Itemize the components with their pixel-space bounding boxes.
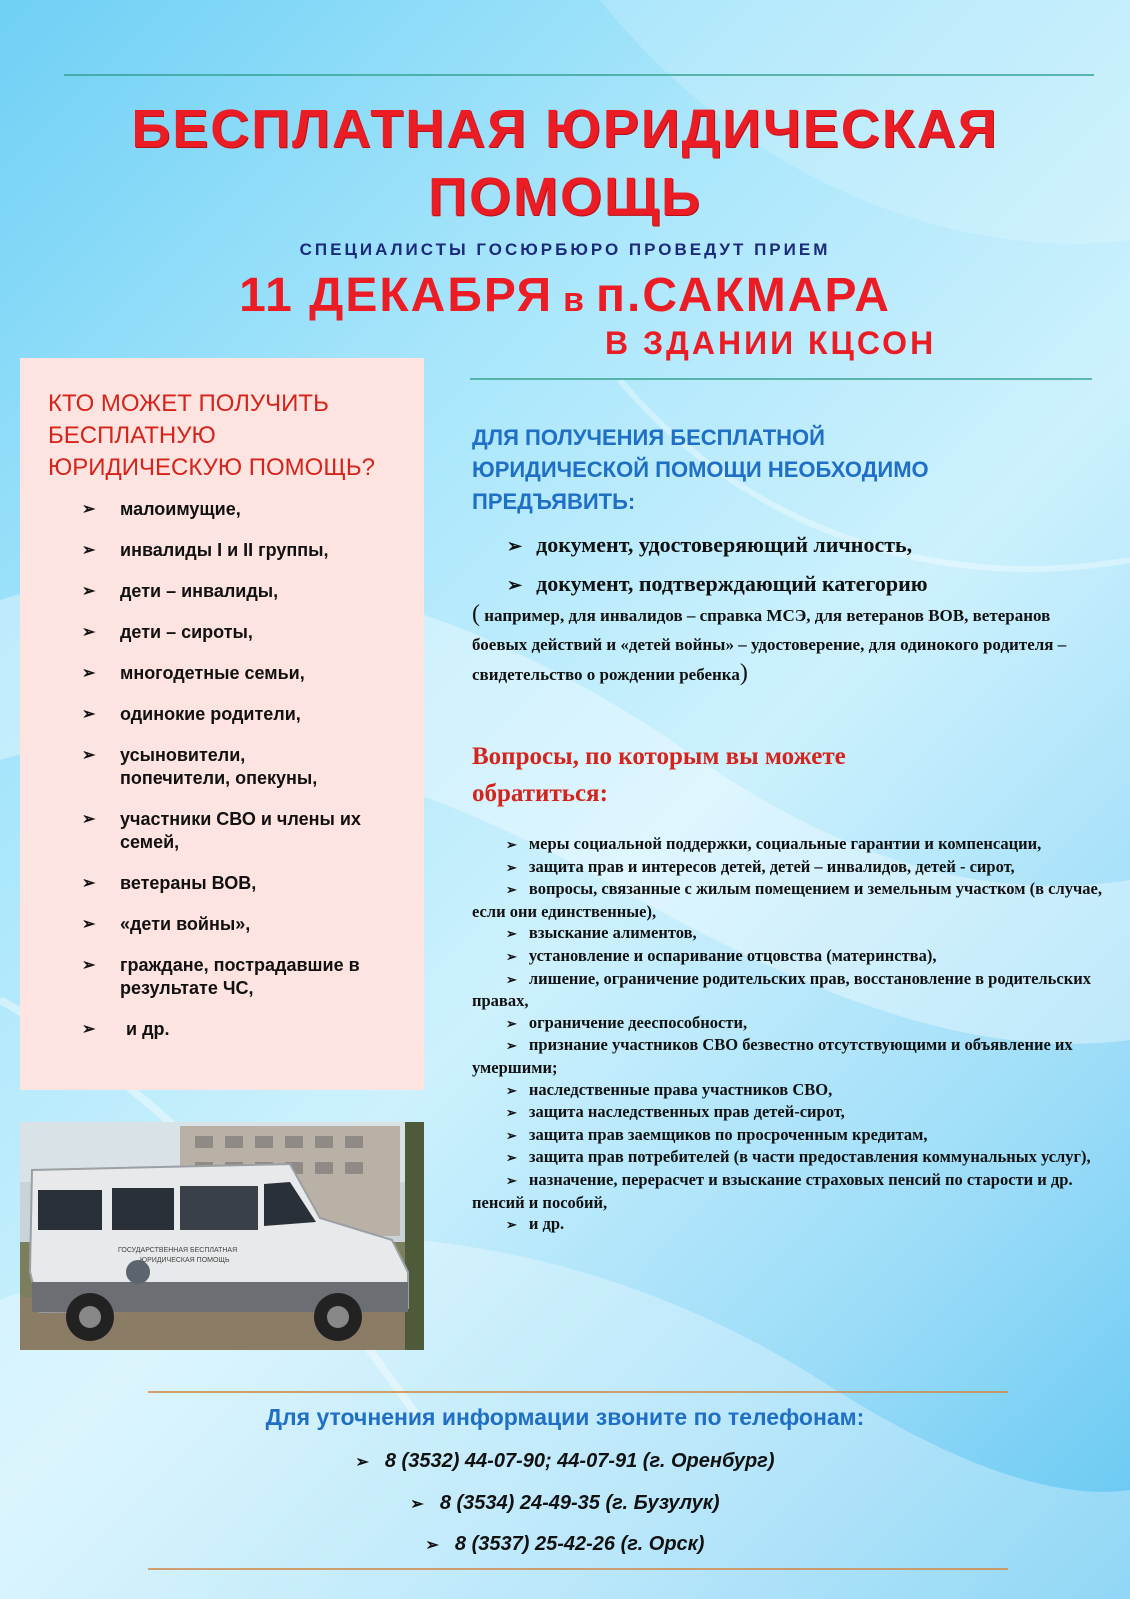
question-item: ➢ лишение, ограничение родительских прав, восстановление в родительских правах, bbox=[472, 968, 1091, 1011]
who-item: ➢ малоимущие, bbox=[82, 499, 241, 519]
contacts-heading: Для уточнения информации звоните по телефонам: bbox=[265, 1404, 865, 1430]
questions-heading-line: обратиться: bbox=[472, 780, 608, 807]
bullet-arrow-icon: ➢ bbox=[506, 1127, 517, 1143]
van-label-line1: ГОСУДАРСТВЕННАЯ БЕСПЛАТНАЯ bbox=[118, 1247, 238, 1254]
bullet-arrow-icon: ➢ bbox=[82, 811, 96, 828]
top-divider bbox=[64, 74, 1094, 76]
question-item: ➢ защита прав и интересов детей, детей – инвалидов, детей - сирот, bbox=[506, 856, 1015, 876]
example-text: например, для инвалидов – справка МСЭ, для ветеранов ВОВ, ветеранов боевых действий и «детей войны» – удостоверение, для одинокого родителя – свидетельство о рождении ребенка bbox=[472, 606, 1067, 684]
bullet-arrow-icon: ➢ bbox=[506, 859, 517, 875]
questions-heading bbox=[472, 738, 1032, 812]
question-item: ➢ защита наследственных прав детей-сирот, bbox=[506, 1102, 845, 1122]
van-photo bbox=[20, 1122, 424, 1350]
documents-heading bbox=[472, 422, 1032, 518]
bullet-arrow-icon: ➢ bbox=[507, 575, 523, 595]
question-item: ➢ и др. bbox=[506, 1214, 565, 1234]
open-paren: ( bbox=[472, 601, 480, 627]
questions-heading-line: Вопросы, по которым вы можете bbox=[472, 743, 846, 770]
who-title-line: КТО МОЖЕТ ПОЛУЧИТЬ bbox=[48, 390, 329, 417]
bullet-arrow-icon: ➢ bbox=[506, 1150, 517, 1166]
who-item: ➢ и др. bbox=[82, 1019, 170, 1039]
documents-heading-line: ПРЕДЪЯВИТЬ: bbox=[472, 489, 636, 514]
document-item: ➢ документ, удостоверяющий личность, bbox=[507, 532, 913, 557]
bullet-arrow-icon: ➢ bbox=[82, 916, 96, 933]
question-item: ➢ меры социальной поддержки, социальные гарантии и компенсации, bbox=[506, 834, 1042, 853]
document-item: ➢ документ, подтверждающий категорию bbox=[507, 571, 928, 596]
bullet-arrow-icon: ➢ bbox=[355, 1454, 369, 1471]
who-item: ➢ граждане, пострадавшие в результате ЧС, bbox=[82, 955, 360, 998]
bullet-arrow-icon: ➢ bbox=[506, 971, 517, 987]
phone-orenburg: ➢ 8 (3532) 44-07-90; 44-07-91 (г. Оренбург) bbox=[355, 1450, 775, 1472]
question-item: ➢ защита прав потребителей (в части предоставления коммунальных услуг), bbox=[506, 1147, 1091, 1167]
contacts-divider-bottom bbox=[148, 1568, 1008, 1570]
bullet-arrow-icon: ➢ bbox=[410, 1496, 424, 1513]
who-title-line: ЮРИДИЧЕСКУЮ ПОМОЩЬ? bbox=[48, 454, 375, 481]
who-item: ➢ одинокие родители, bbox=[82, 704, 301, 724]
documents-example bbox=[472, 600, 1082, 689]
who-title-line: БЕСПЛАТНУЮ bbox=[48, 422, 216, 449]
date-preposition: в bbox=[563, 281, 587, 319]
bullet-arrow-icon: ➢ bbox=[82, 665, 96, 682]
bullet-arrow-icon: ➢ bbox=[506, 837, 517, 852]
question-item: ➢ назначение, перерасчет и взыскание страховых пенсий по старости и др. пенсий и пособий, bbox=[472, 1169, 1073, 1212]
page-title-line2: ПОМОЩЬ bbox=[428, 167, 702, 227]
bullet-arrow-icon: ➢ bbox=[506, 1105, 517, 1121]
who-item: ➢ «дети войны», bbox=[82, 914, 251, 934]
who-item: ➢ дети – сироты, bbox=[82, 622, 253, 642]
question-item: ➢ установление и оспаривание отцовства (материнства), bbox=[506, 945, 937, 965]
close-paren: ) bbox=[739, 660, 748, 686]
phone-orsk: ➢ 8 (3537) 25-42-26 (г. Орск) bbox=[425, 1533, 705, 1555]
phone-buzuluk: ➢ 8 (3534) 24-49-35 (г. Бузулук) bbox=[410, 1492, 720, 1514]
van-label-line2: ЮРИДИЧЕСКАЯ ПОМОЩЬ bbox=[140, 1257, 230, 1264]
question-item: ➢ ограничение дееспособности, bbox=[506, 1012, 748, 1032]
bullet-arrow-icon: ➢ bbox=[82, 1021, 96, 1038]
question-item: ➢ наследственные права участников СВО, bbox=[506, 1079, 833, 1099]
bullet-arrow-icon: ➢ bbox=[82, 542, 96, 559]
page-title-line1: БЕСПЛАТНАЯ ЮРИДИЧЕСКАЯ bbox=[131, 99, 999, 159]
bullet-arrow-icon: ➢ bbox=[82, 747, 96, 764]
bullet-arrow-icon: ➢ bbox=[506, 1172, 517, 1188]
van-illustration bbox=[20, 1122, 424, 1350]
bullet-arrow-icon: ➢ bbox=[82, 706, 96, 723]
question-item: ➢ признание участников СВО безвестно отсутствующими и объявление их умершими; bbox=[472, 1035, 1073, 1077]
contacts-divider-top bbox=[148, 1391, 1008, 1393]
bullet-arrow-icon: ➢ bbox=[82, 624, 96, 641]
bullet-arrow-icon: ➢ bbox=[506, 1082, 517, 1098]
who-item: ➢ ветераны ВОВ, bbox=[82, 873, 257, 893]
question-item: ➢ защита прав заемщиков по просроченным кредитам, bbox=[506, 1124, 928, 1144]
question-item: ➢ взыскание алиментов, bbox=[506, 923, 697, 943]
who-item: ➢ участники СВО и члены их семей, bbox=[82, 809, 361, 852]
question-item: ➢ вопросы, связанные с жилым помещением и земельным участком (в случае, если они единственные), bbox=[472, 879, 1102, 921]
event-building: В ЗДАНИИ КЦСОН bbox=[605, 325, 937, 361]
who-item: ➢ усыновители, попечители, опекуны, bbox=[82, 745, 318, 788]
bullet-arrow-icon: ➢ bbox=[506, 1038, 517, 1054]
who-item: ➢ многодетные семьи, bbox=[82, 663, 305, 683]
bullet-arrow-icon: ➢ bbox=[506, 882, 517, 898]
bullet-arrow-icon: ➢ bbox=[82, 501, 96, 518]
documents-heading-line: ДЛЯ ПОЛУЧЕНИЯ БЕСПЛАТНОЙ bbox=[472, 425, 825, 450]
documents-list bbox=[507, 526, 1067, 604]
bullet-arrow-icon: ➢ bbox=[82, 875, 96, 892]
bullet-arrow-icon: ➢ bbox=[506, 948, 517, 964]
who-list bbox=[82, 498, 412, 1041]
event-place: п.САКМАРА bbox=[596, 269, 891, 322]
bullet-arrow-icon: ➢ bbox=[506, 1217, 517, 1233]
subtitle: СПЕЦИАЛИСТЫ ГОСЮРБЮРО ПРОВЕДУТ ПРИЕМ bbox=[299, 240, 831, 259]
who-title bbox=[48, 388, 408, 484]
bullet-arrow-icon: ➢ bbox=[507, 536, 523, 556]
questions-list bbox=[472, 833, 1102, 1236]
who-item: ➢ дети – инвалиды, bbox=[82, 581, 279, 601]
documents-heading-line: ЮРИДИЧЕСКОЙ ПОМОЩИ НЕОБХОДИМО bbox=[472, 457, 929, 482]
who-item: ➢ инвалиды I и II группы, bbox=[82, 540, 329, 560]
bullet-arrow-icon: ➢ bbox=[506, 926, 517, 942]
date-place-line bbox=[0, 268, 1130, 323]
bullet-arrow-icon: ➢ bbox=[506, 1015, 517, 1031]
bullet-arrow-icon: ➢ bbox=[425, 1537, 439, 1554]
bullet-arrow-icon: ➢ bbox=[82, 957, 96, 974]
event-date: 11 ДЕКАБРЯ bbox=[239, 269, 554, 322]
bullet-arrow-icon: ➢ bbox=[82, 583, 96, 600]
mid-divider bbox=[470, 378, 1092, 380]
